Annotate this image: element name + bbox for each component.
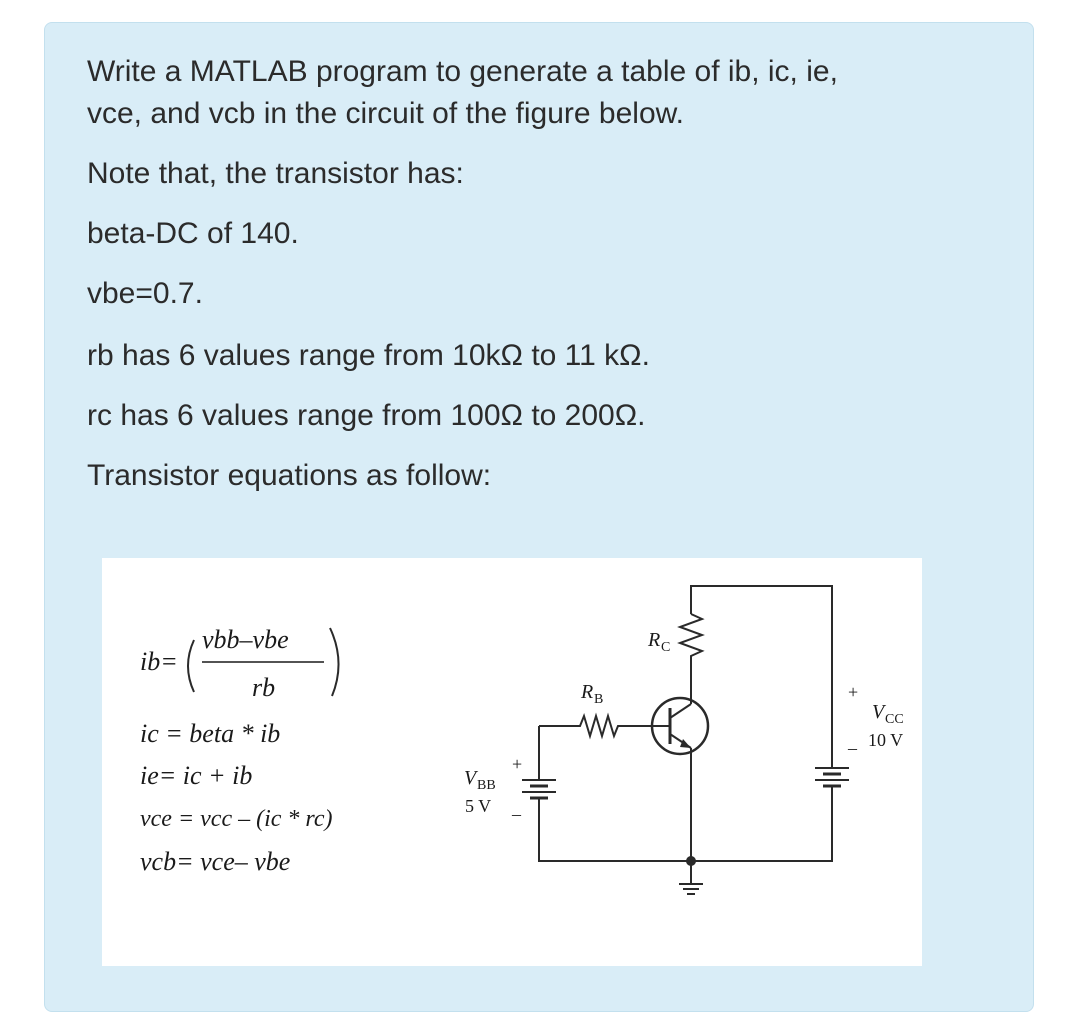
note-text: Note that, the transistor has: [87, 157, 464, 190]
eq-ib-denominator: rb [252, 673, 276, 702]
rb-text: rb has 6 values range from 10kΩ to 11 kΩ. [87, 339, 650, 372]
rb-label: R [581, 681, 594, 703]
eq-ic: ic = beta * ib [140, 719, 281, 748]
equations-circuit-figure [102, 558, 922, 966]
equations-heading: Transistor equations as follow: [87, 459, 492, 492]
eq-ib-lhs: ib= [140, 647, 178, 676]
rc-label: R [648, 629, 661, 651]
rb-label-sub: B [594, 692, 604, 707]
vcc-minus-sign: – [848, 738, 857, 758]
beta-text: beta-DC of 140. [87, 217, 299, 250]
vbb-value: 5 V [465, 796, 492, 816]
eq-vcb: vcb= vce– vbe [140, 847, 291, 876]
vcc-label-sub: CC [885, 712, 904, 727]
vcc-plus-sign: + [848, 682, 859, 702]
emitter-arrow-icon [680, 739, 691, 748]
rc-resistor [680, 614, 702, 698]
circuit-diagram [464, 586, 904, 894]
vbb-label-sub: BB [477, 778, 496, 793]
eq-vce: vce = vcc – (ic * rc) [140, 806, 333, 832]
eq-ib-numerator: vbb–vbe [202, 625, 289, 654]
transistor-collector [670, 704, 691, 718]
wire-vbb-bottom [539, 798, 691, 861]
vcc-value: 10 V [868, 730, 904, 750]
rc-text: rc has 6 values range from 100Ω to 200Ω. [87, 399, 646, 432]
wire-vcc-bottom [691, 793, 832, 861]
rc-label-sub: C [661, 640, 671, 655]
rb-resistor [539, 716, 670, 736]
wire-vcc-top [691, 586, 832, 768]
eq-ie: ie= ic + ib [140, 761, 253, 790]
eq-ib-right-paren [330, 628, 339, 696]
vcc-label: V [872, 701, 885, 723]
vbb-label: V [464, 767, 477, 789]
vbb-minus-sign: – [512, 804, 521, 824]
eq-ib-left-paren [188, 640, 194, 692]
vbb-plus-sign: + [512, 754, 523, 774]
question-line-2: vce, and vcb in the circuit of the figure below. [87, 97, 684, 130]
vbe-text: vbe=0.7. [87, 277, 203, 310]
figure-svg [102, 558, 922, 966]
equations [140, 625, 339, 876]
question-line-1: Write a MATLAB program to generate a table of ib, ic, ie, [87, 55, 838, 88]
